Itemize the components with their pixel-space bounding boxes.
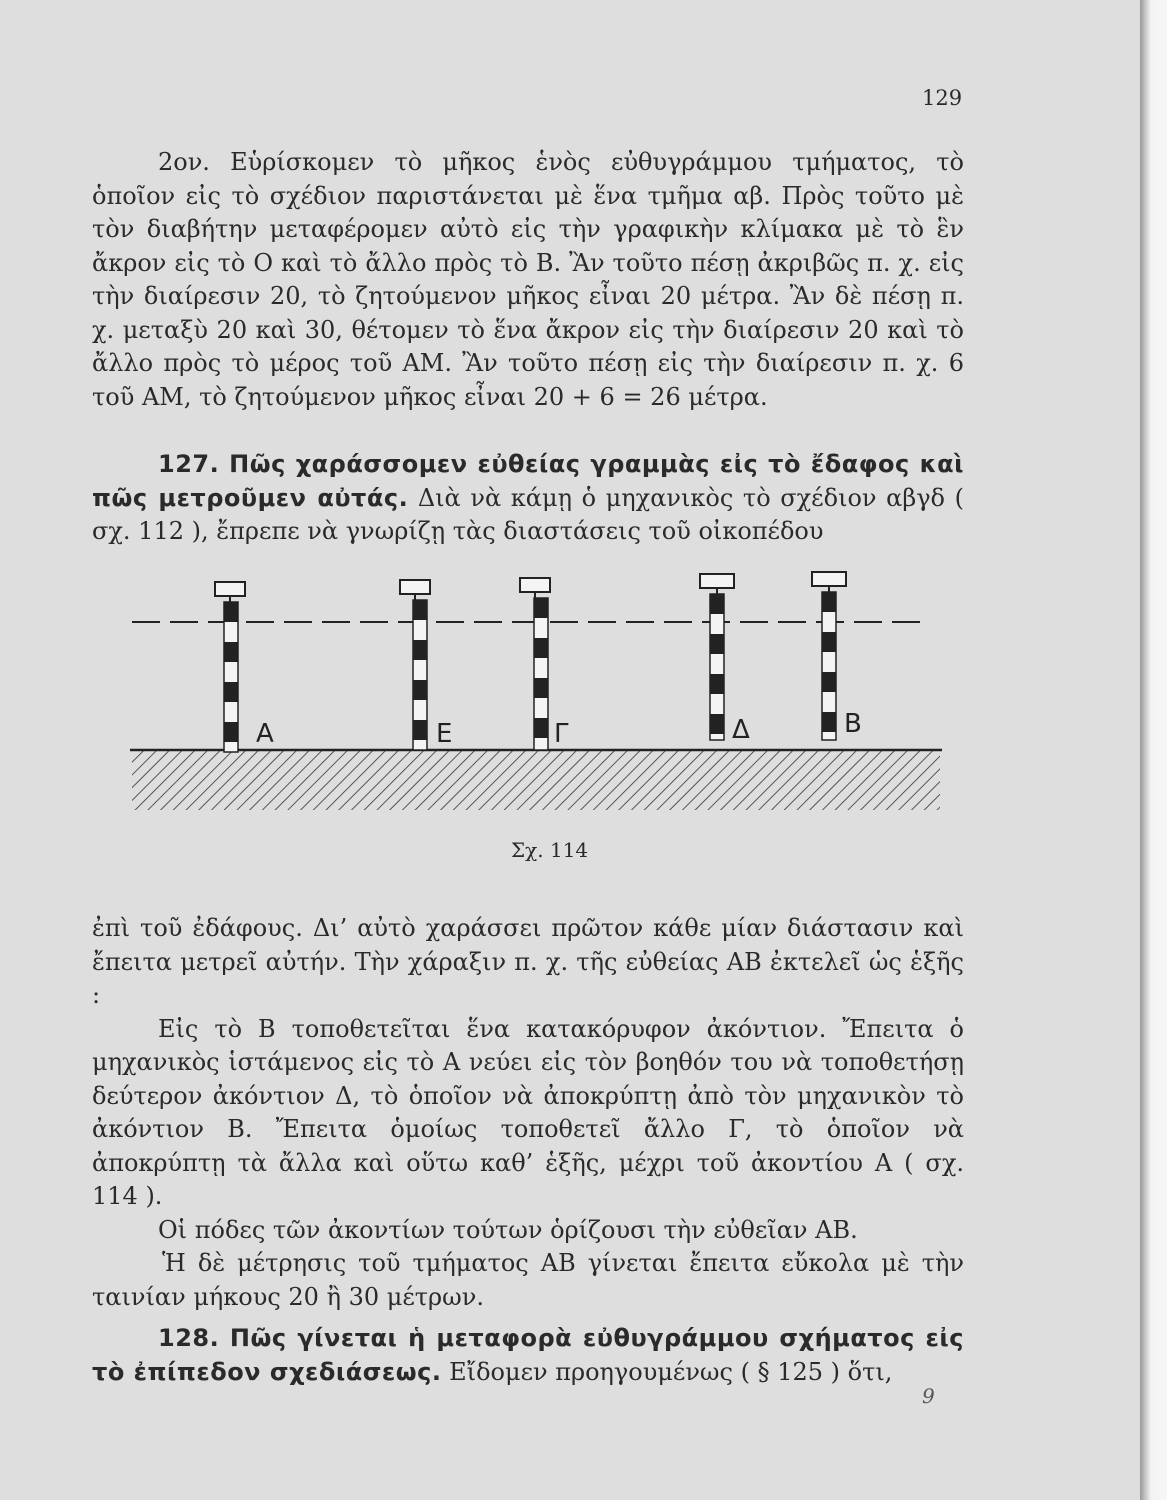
figure-114	[130, 560, 960, 880]
section-128-text: Εἴδομεν προηγουμένως ( § 125 ) ὅτι,	[449, 1357, 893, 1386]
section-127-paragraph-2: Εἰς τὸ Β τοποθετεῖται ἕνα κατακόρυφον ἀκόντιον. Ἔπειτα ὁ μηχανικὸς ἱστάμενος εἰς τὸ Α νεύει εἰς τὸν βοηθόν του νὰ τοποθετήσῃ δεύτερον ἀκόντιον Δ, τὸ ὁποῖον νὰ ἀποκρύπτῃ ἀπὸ τὸν μηχανικὸν τὸ ἀκόντιον Β. Ἔπειτα ὁμοίως τοποθετεῖ ἄλλο Γ, τὸ ὁποῖον νὰ ἀποκρύπτῃ τὰ ἄλλα καὶ οὕτω καθ’ ἑξῆς, μέχρι τοῦ ἀκοντίου Α ( σχ. 114 ).	[92, 1014, 964, 1210]
section-128	[92, 1322, 964, 1389]
label-delta: Δ	[732, 715, 750, 745]
label-gamma: Γ	[554, 719, 569, 749]
figure-caption: Σχ. 114	[511, 838, 589, 862]
section-127-text-after-figure: ἐπὶ τοῦ ἐδάφους. Δι’ αὐτὸ χαράσσει πρῶτον κάθε μίαν διάστασιν καὶ ἔπειτα μετρεῖ αὐτήν. Τὴν χάραξιν π. χ. τῆς εὐθείας ΑΒ ἐκτελεῖ ὡς ἑξῆς :	[92, 914, 964, 1009]
section-127-paragraph-4: Ἡ δὲ μέτρησις τοῦ τμήματος ΑΒ γίνεται ἔπειτα εὔκολα μὲ τὴν ταινίαν μήκους 20 ἢ 30 μέτρων.	[92, 1249, 964, 1311]
signature-mark: 9	[922, 1384, 935, 1408]
page-edge	[1140, 0, 1167, 1500]
figure-114-drawing	[130, 560, 960, 880]
page-number: 129	[922, 86, 963, 110]
ground-hatching	[132, 750, 940, 810]
label-beta: Β	[844, 709, 862, 739]
section-127-body	[92, 912, 964, 1314]
section-128-paragraph	[92, 1322, 964, 1389]
pole-delta	[700, 574, 734, 740]
section-128-heading: 128. Πῶς γίνεται ἡ μεταφορὰ εὐθυγράμμου σχήματος εἰς τὸ ἐπίπεδον σχεδιάσεως.	[92, 1324, 964, 1386]
paragraph-2on-text: 2ον. Εὑρίσκομεν τὸ μῆκος ἑνὸς εὐθυγράμμου τμήματος, τὸ ὁποῖον εἰς τὸ σχέδιον παριστάνεται μὲ ἕνα τμῆμα αβ. Πρὸς τοῦτο μὲ τὸν διαβήτην μεταφέρομεν αὐτὸ εἰς τὴν γραφικὴν κλίμακα μὲ τὸ ἓν ἄκρον εἰς τὸ Ο καὶ τὸ ἄλλο πρὸς τὸ Β. Ἂν τοῦτο πέσῃ ἀκριβῶς π. χ. εἰς τὴν διαίρεσιν 20, τὸ ζητούμενον μῆκος εἶναι 20 μέτρα. Ἂν δὲ πέσῃ π. χ. μεταξὺ 20 καὶ 30, θέτομεν τὸ ἕνα ἄκρον εἰς τὴν διαίρεσιν 20 καὶ τὸ ἄλλο πρὸς τὸ μέρος τοῦ ΑΜ. Ἂν τοῦτο πέσῃ εἰς τὴν διαίρεσιν π. χ. 6 τοῦ ΑΜ, τὸ ζητούμενον μῆκος εἶναι 20 + 6 = 26 μέτρα.	[92, 148, 964, 411]
pole-e	[400, 580, 430, 750]
section-127-intro	[92, 448, 964, 549]
section-127-text-before-figure: Διὰ νὰ κάμῃ ὁ μηχανικὸς τὸ σχέδιον αβγδ ( σχ. 112 ), ἔπρεπε νὰ γνωρίζῃ τὰς διαστάσεις τοῦ οἰκοπέδου	[92, 483, 964, 545]
label-alpha: Α	[256, 719, 274, 749]
section-127-paragraph-3: Οἱ πόδες τῶν ἀκοντίων τούτων ὁρίζουσι τὴν εὐθεῖαν ΑΒ.	[158, 1215, 858, 1244]
label-epsilon: Ε	[436, 719, 453, 749]
section-127-heading: 127. Πῶς χαράσσομεν εὐθείας γραμμὰς εἰς τὸ ἔδαφος καὶ πῶς μετροῦμεν αὐτάς.	[92, 450, 964, 512]
pole-gamma	[520, 578, 550, 750]
pole-a	[215, 582, 245, 752]
paragraph-2on	[92, 146, 964, 414]
pole-b	[812, 572, 846, 740]
section-127-intro-text	[92, 448, 964, 549]
